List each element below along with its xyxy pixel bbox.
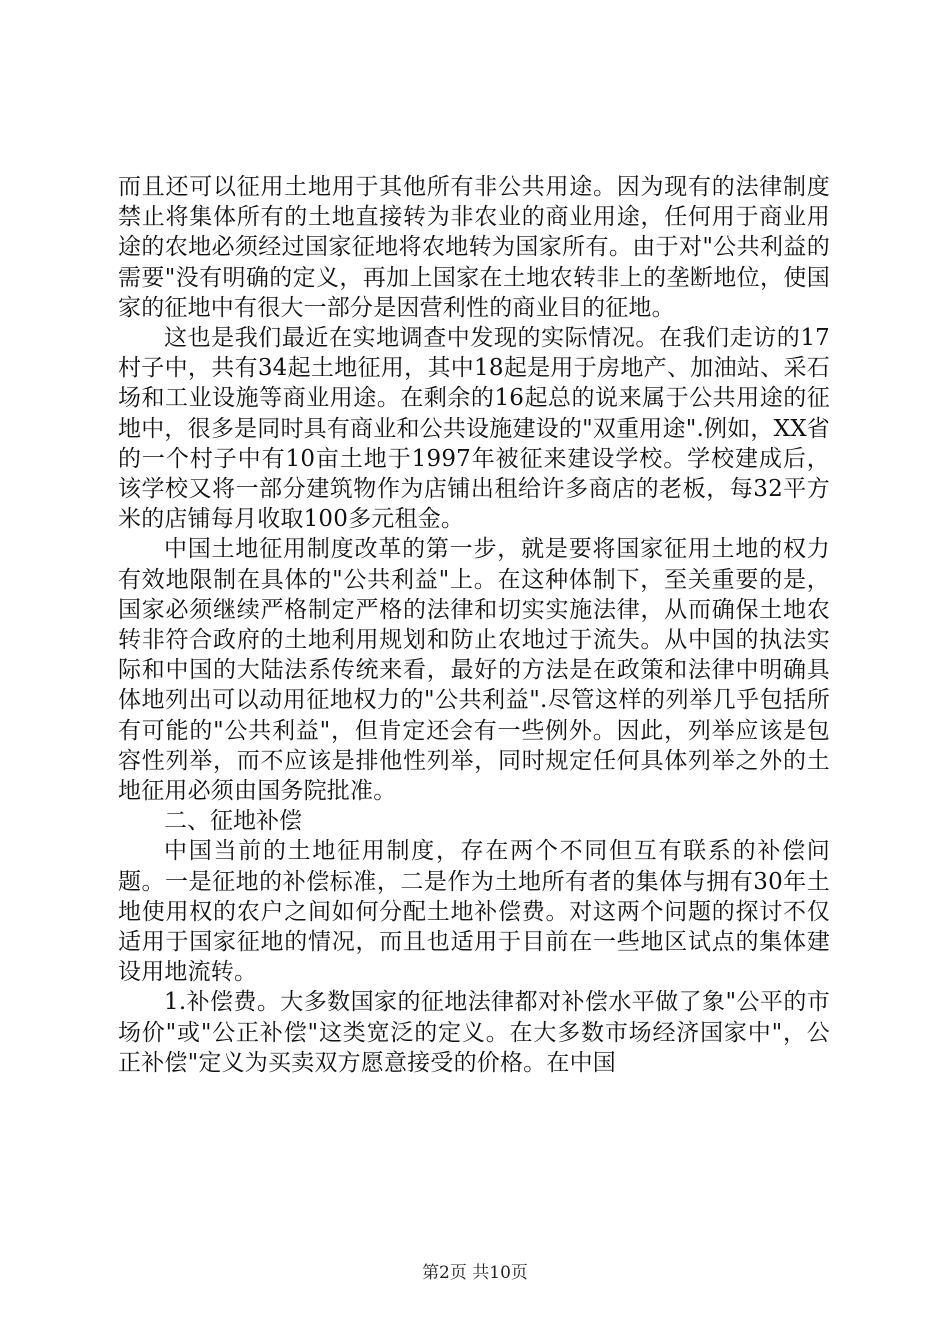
page-number-footer: 第2页 共10页 [422,1263,528,1283]
paragraph-2: 这也是我们最近在实地调查中发现的实际情况。在我们走访的17村子中，共有34起土地征用，其中18起是用于房地产、加油站、采石场和工业设施等商业用途。在剩余的16起总的说来属于公共用途的征地中，很多是同时具有商业和公共设施建设的"双重用途".例如，XX省的一个村子中有10亩土地于1997年被征来建设学校。学校建成后，该学校又将一部分建筑物作为店铺出租给许多商店的老板，每32平方米的店铺每月收取100多元租金。 [118,325,830,533]
document-body [118,172,830,1078]
section-heading: 二、征地补偿 [164,808,302,835]
paragraph-1: 而且还可以征用土地用于其他所有非公共用途。因为现有的法律制度禁止将集体所有的土地直接转为非农业的商业用途，任何用于商业用途的农地必须经过国家征地将农地转为国家所有。由于对"公共利益的需要"没有明确的定义，再加上国家在土地农转非上的垄断地位，使国家的征地中有很大一部分是因营利性的商业目的征地。 [118,174,830,321]
paragraph-4: 中国当前的土地征用制度，存在两个不同但互有联系的补偿问题。一是征地的补偿标准，二是作为土地所有者的集体与拥有30年土地使用权的农户之间如何分配土地补偿费。对这两个问题的探讨不仅适用于国家征地的情况，而且也适用于目前在一些地区试点的集体建设用地流转。 [118,838,830,986]
paragraph-3: 中国土地征用制度改革的第一步，就是要将国家征用土地的权力有效地限制在具体的"公共利益"上。在这种体制下，至关重要的是，国家必须继续严格制定严格的法律和切实实施法律，从而确保土地农转非符合政府的土地利用规划和防止农地过于流失。从中国的执法实际和中国的大陆法系传统来看，最好的方法是在政策和法律中明确具体地列出可以动用征地权力的"公共利益".尽管这样的列举几乎包括所有可能的"公共利益"，但肯定还会有一些例外。因此，列举应该是包容性列举，而不应该是排他性列举，同时规定任何具体列举之外的土地征用必须由国务院批准。 [118,536,830,805]
paragraph-5: 1.补偿费。大多数国家的征地法律都对补偿水平做了象"公平的市场价"或"公正补偿"这类宽泛的定义。在大多数市场经济国家中"，公正补偿"定义为买卖双方愿意接受的价格。在中国 [118,989,830,1076]
